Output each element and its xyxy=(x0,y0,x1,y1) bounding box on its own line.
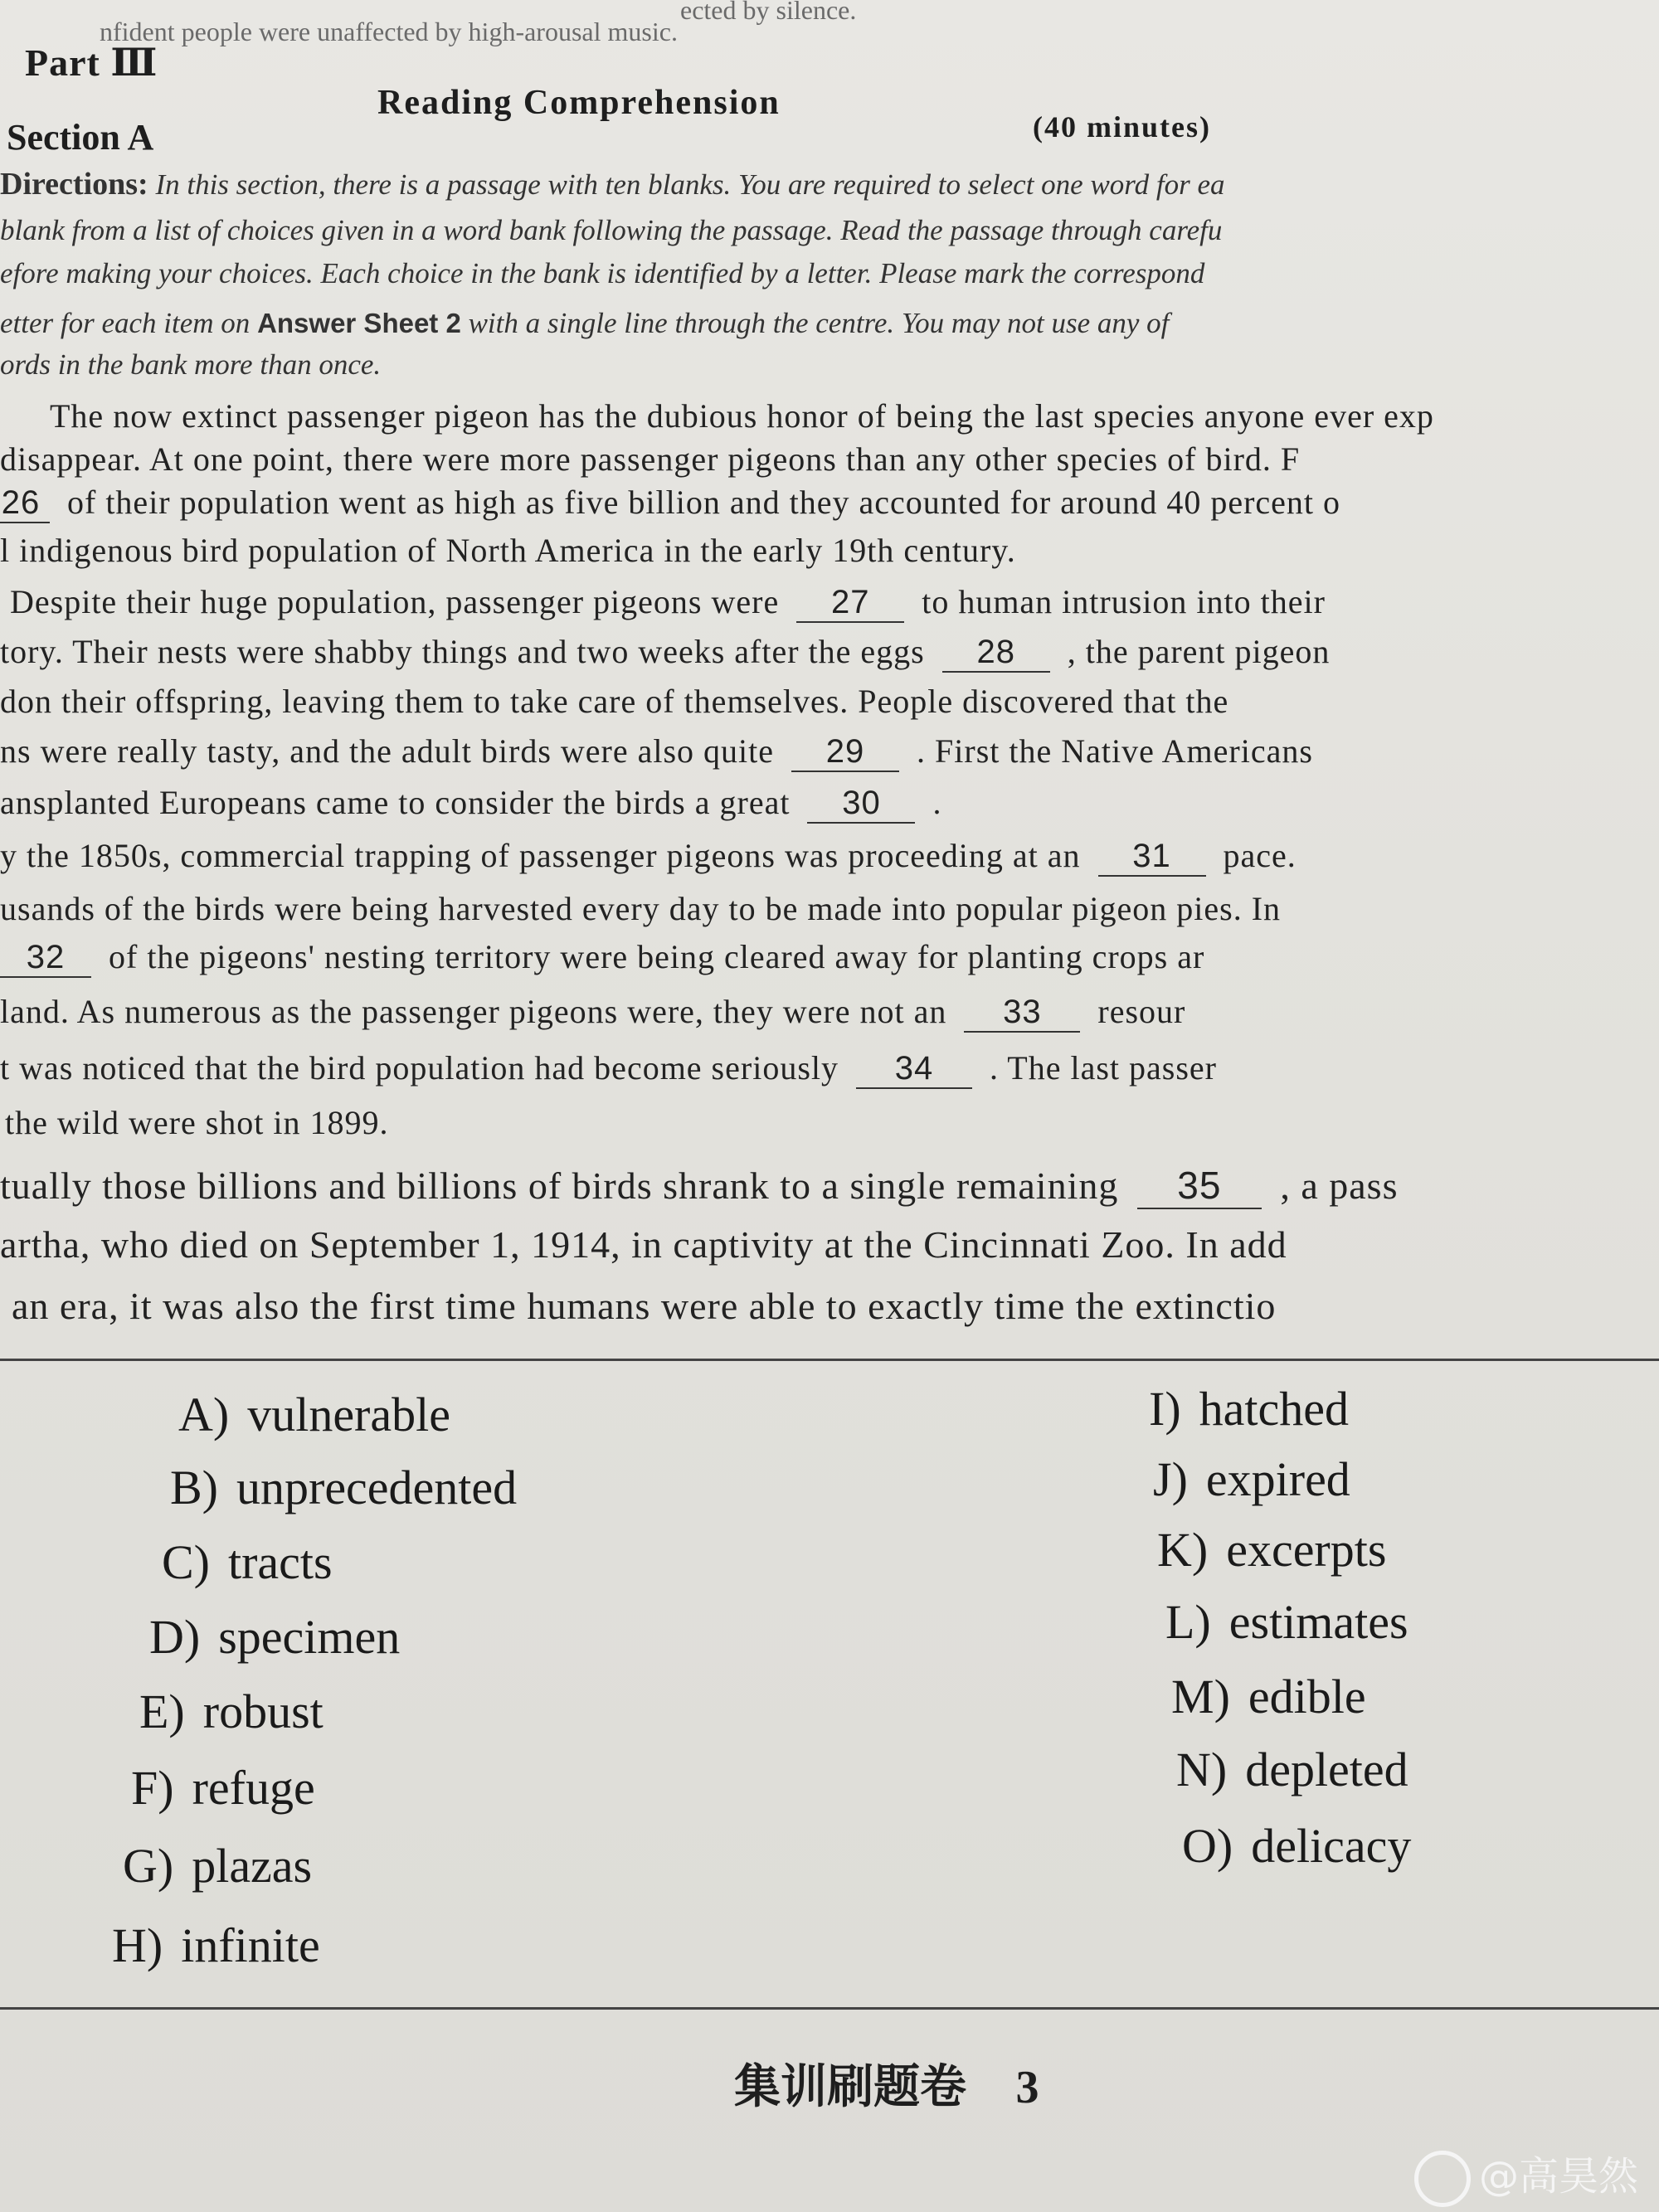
part-label: Part Ⅲ xyxy=(25,41,158,84)
passage-line-4: l indigenous bird population of North America in the early 19th century. xyxy=(0,532,1016,569)
option-word: specimen xyxy=(218,1610,401,1664)
passage-line-15: the wild were shot in 1899. xyxy=(5,1104,389,1141)
weibo-icon xyxy=(1414,2151,1471,2207)
word-bank-option xyxy=(149,1609,400,1665)
word-bank-option xyxy=(123,1838,312,1894)
passage-line-16 xyxy=(0,1163,1398,1209)
word-bank-option xyxy=(178,1387,450,1442)
option-word: estimates xyxy=(1228,1595,1408,1649)
blank-35: 35 xyxy=(1137,1163,1262,1209)
passage-line-17: artha, who died on September 1, 1914, in captivity at the Cincinnati Zoo. In add xyxy=(0,1223,1287,1266)
option-word: delicacy xyxy=(1251,1819,1412,1873)
option-word: infinite xyxy=(181,1918,320,1972)
section-label: Section A xyxy=(7,117,154,158)
passage-line-9 xyxy=(0,783,941,824)
blank-31: 31 xyxy=(1098,838,1206,877)
word-bank-option xyxy=(162,1534,333,1590)
word-bank-option xyxy=(1153,1451,1350,1507)
directions-line-2: blank from a list of choices given in a word bank following the passage. Read the passage through carefu xyxy=(0,214,1223,246)
passage-line-2: disappear. At one point, there were more passenger pigeons than any other species of bird. F xyxy=(0,440,1301,478)
directions-line-3: efore making your choices. Each choice in the bank is identified by a letter. Please mark the correspond xyxy=(0,257,1205,289)
passage-text-5b: to human intrusion into their xyxy=(922,583,1326,620)
option-word: expired xyxy=(1205,1452,1350,1506)
passage-line-11: usands of the birds were being harvested every day to be made into popular pigeon pies. In xyxy=(0,890,1282,927)
passage-text-9a: ansplanted Europeans came to consider the birds a great xyxy=(0,784,791,821)
option-word: depleted xyxy=(1245,1743,1408,1796)
option-word: edible xyxy=(1248,1670,1366,1723)
option-letter: A) xyxy=(178,1388,230,1441)
option-letter: K) xyxy=(1157,1523,1209,1577)
passage-text-16a: tually those billions and billions of birds shrank to a single remaining xyxy=(0,1164,1119,1207)
option-word: excerpts xyxy=(1226,1523,1387,1577)
passage-text-10b: pace. xyxy=(1223,837,1297,874)
word-bank-option xyxy=(1176,1742,1408,1797)
blank-29: 29 xyxy=(791,733,899,772)
passage-line-6 xyxy=(0,632,1330,673)
word-bank-option xyxy=(1149,1381,1349,1437)
option-word: refuge xyxy=(192,1761,315,1815)
passage-text-10a: y the 1850s, commercial trapping of passenger pigeons was proceeding at an xyxy=(0,837,1081,874)
directions-text-1: In this section, there is a passage with ten blanks. You are required to select one word for ea xyxy=(155,168,1225,201)
option-letter: G) xyxy=(123,1839,174,1893)
passage-text-6a: tory. Their nests were shabby things and two weeks after the eggs xyxy=(0,633,925,670)
time-limit: (40 minutes) xyxy=(1033,110,1211,143)
word-bank-option xyxy=(1171,1669,1366,1724)
watermark xyxy=(1414,2144,1638,2207)
passage-text-5a: Despite their huge population, passenger pigeons were xyxy=(10,583,780,620)
answer-sheet-ref: Answer Sheet 2 xyxy=(257,308,461,338)
top-fragment-1: ected by silence. xyxy=(680,0,857,25)
word-bank-option xyxy=(112,1918,320,1973)
option-word: plazas xyxy=(192,1839,313,1893)
option-word: unprecedented xyxy=(236,1461,518,1514)
blank-32: 32 xyxy=(0,939,91,978)
option-word: vulnerable xyxy=(247,1388,450,1441)
blank-33: 33 xyxy=(964,994,1080,1033)
passage-text-13a: land. As numerous as the passenger pigeons were, they were not an xyxy=(0,993,947,1030)
passage-line-10 xyxy=(0,836,1297,877)
passage-text-16b: , a pass xyxy=(1280,1164,1399,1207)
passage-line-13 xyxy=(0,992,1185,1033)
passage-text-13b: resour xyxy=(1097,993,1186,1030)
blank-27: 27 xyxy=(796,584,904,623)
footer-title: 集训刷题卷 xyxy=(734,2060,966,2114)
passage-line-8 xyxy=(0,732,1313,772)
directions-text-4-end: with a single line through the centre. You may not use any of xyxy=(460,307,1170,339)
option-letter: E) xyxy=(139,1685,185,1738)
blank-28: 28 xyxy=(942,634,1050,673)
passage-line-7: don their offspring, leaving them to take care of themselves. People discovered that the xyxy=(0,683,1229,720)
option-letter: D) xyxy=(149,1610,201,1664)
passage-text-14b: . The last passer xyxy=(990,1049,1217,1087)
blank-26: 26 xyxy=(0,484,50,523)
passage-text-14a: t was noticed that the bird population had become seriously xyxy=(0,1049,839,1087)
word-bank-option xyxy=(131,1760,315,1816)
passage-text-3: of their population went as high as five billion and they accounted for around 40 percent o xyxy=(67,484,1341,521)
passage-line-3 xyxy=(0,483,1340,523)
footer xyxy=(734,2050,1039,2117)
option-word: tracts xyxy=(228,1535,333,1589)
blank-30: 30 xyxy=(807,785,915,824)
passage-line-1: The now extinct passenger pigeon has the dubious honor of being the last species anyone ever exp xyxy=(50,397,1434,435)
passage-line-12 xyxy=(0,937,1204,978)
word-bank-option xyxy=(1157,1522,1386,1578)
passage-text-8b: . First the Native Americans xyxy=(917,732,1313,770)
word-bank-option xyxy=(170,1460,517,1515)
directions-label: Directions: xyxy=(0,167,148,202)
passage-text-12: of the pigeons' nesting territory were being cleared away for planting crops ar xyxy=(109,938,1205,975)
watermark-text: @高昊然 xyxy=(1479,2153,1639,2200)
option-letter: B) xyxy=(170,1461,218,1514)
directions-line-4 xyxy=(0,307,1169,340)
word-bank-option xyxy=(1182,1818,1411,1874)
directions-line-5: ords in the bank more than once. xyxy=(0,348,382,381)
option-letter: N) xyxy=(1176,1743,1228,1796)
option-letter: L) xyxy=(1165,1595,1211,1649)
passage-text-6b: , the parent pigeon xyxy=(1067,633,1331,670)
page-title: Reading Comprehension xyxy=(377,84,781,122)
directions-line-1 xyxy=(0,166,1225,202)
top-fragment-2: nfident people were unaffected by high-arousal music. xyxy=(100,17,678,46)
word-bank-option xyxy=(1165,1594,1408,1650)
passage-line-14 xyxy=(0,1048,1217,1089)
option-letter: I) xyxy=(1149,1382,1181,1436)
option-word: hatched xyxy=(1199,1382,1349,1436)
passage-line-18: an era, it was also the first time humans were able to exactly time the extinctio xyxy=(12,1285,1277,1327)
option-letter: F) xyxy=(131,1761,174,1815)
option-letter: C) xyxy=(162,1535,210,1589)
page-number: 3 xyxy=(1015,2062,1039,2113)
word-bank-option xyxy=(139,1684,324,1739)
option-letter: J) xyxy=(1153,1452,1188,1506)
directions-text-4: etter for each item on xyxy=(0,307,258,339)
option-letter: M) xyxy=(1171,1670,1230,1723)
blank-34: 34 xyxy=(856,1050,972,1089)
passage-text-8a: ns were really tasty, and the adult birds were also quite xyxy=(0,732,775,770)
option-word: robust xyxy=(202,1685,324,1738)
word-bank-bottom-rule xyxy=(0,2007,1659,2010)
option-letter: O) xyxy=(1182,1819,1233,1873)
passage-text-9b: . xyxy=(932,784,942,821)
passage-line-5 xyxy=(10,582,1326,623)
option-letter: H) xyxy=(112,1918,163,1972)
word-bank-top-rule xyxy=(0,1359,1659,1361)
